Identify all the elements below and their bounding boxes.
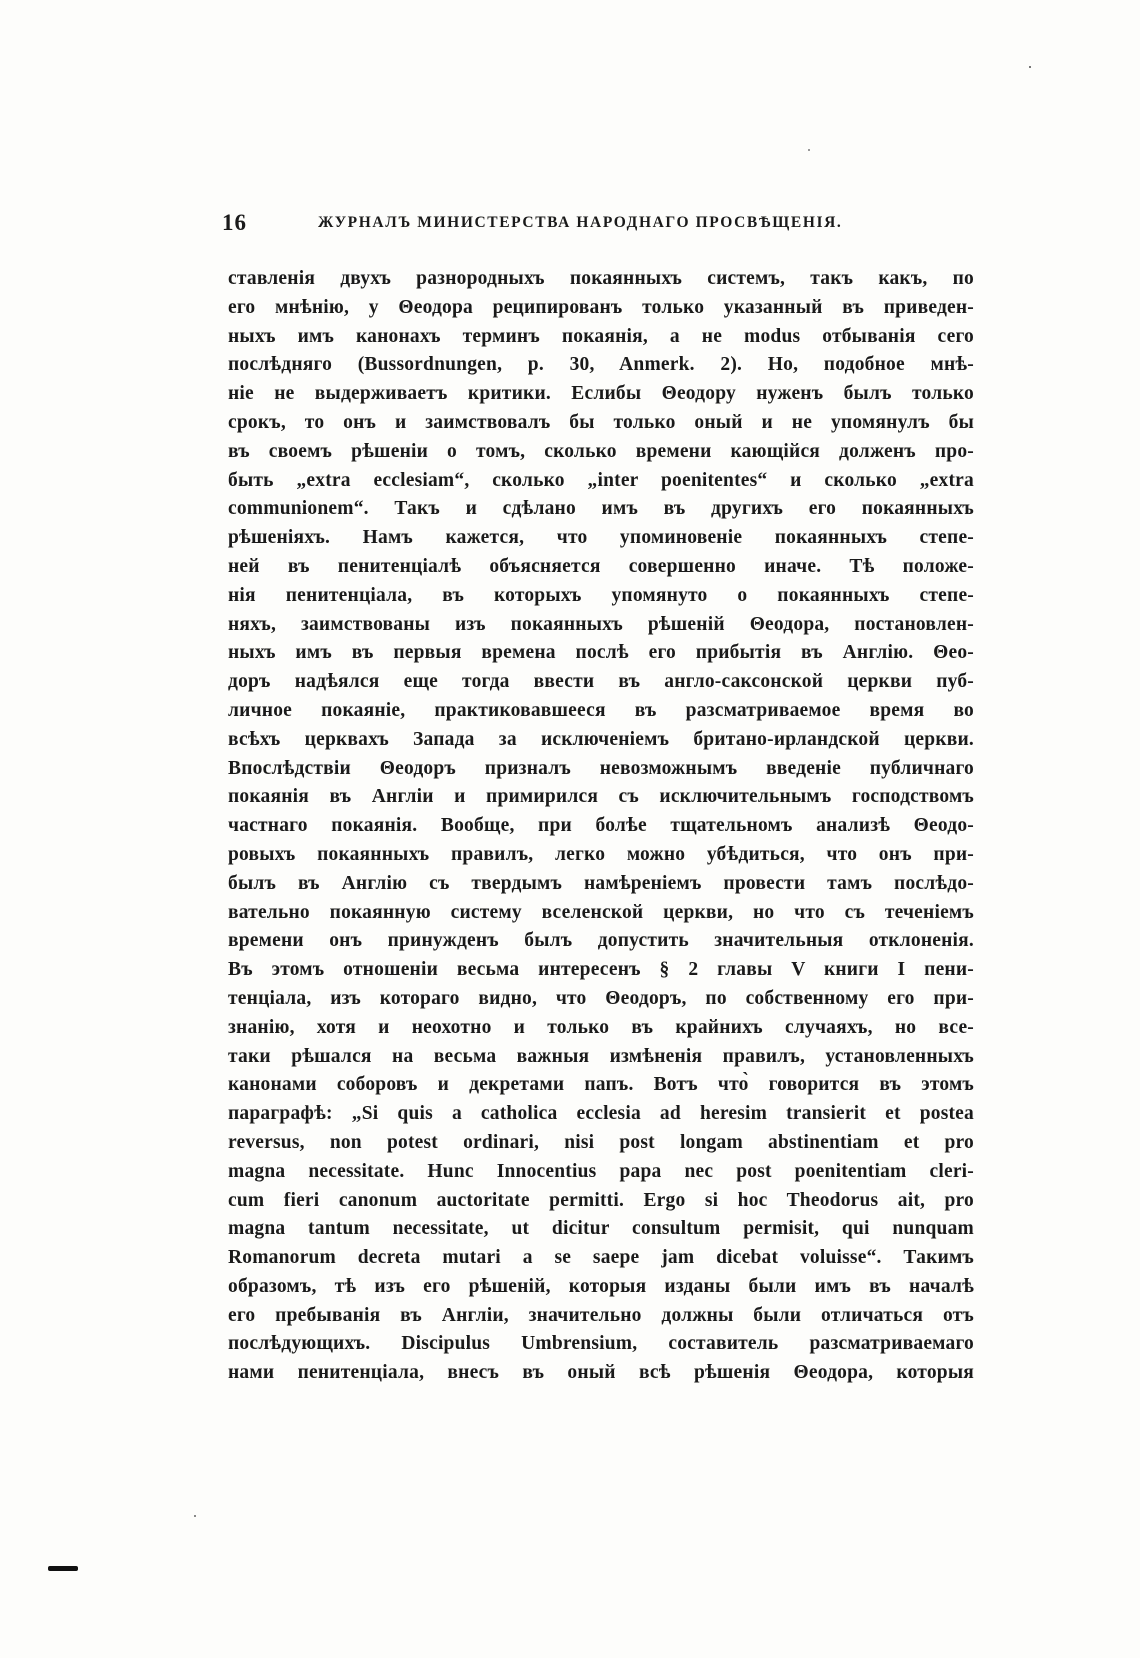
text-line: въ своемъ рѣшеніи о томъ, сколько времени кающійся долженъ про- (228, 440, 974, 462)
text-line: рѣшеніяхъ. Намъ кажется, что упоминовеніе покаянныхъ степе- (228, 527, 974, 549)
text-line: Въ этомъ отношеніи весьма интересенъ § 2 главы V книги I пени- (228, 959, 974, 981)
text-line: знанію, хотя и неохотно и только въ крайнихъ случаяхъ, но все- (228, 1016, 974, 1038)
speck (1029, 66, 1031, 68)
text-line: тенціала, изъ котораго видно, что Θеодоръ, по собственному его при- (228, 987, 974, 1009)
text-line: ныхъ имъ въ первыя времена послѣ его прибытія въ Англію. Θео- (228, 642, 974, 664)
text-line: личное покаяніе, практиковавшееся въ разсматриваемое время во (228, 699, 974, 721)
text-line: таки рѣшался на весьма важныя измѣненія правилъ, установленныхъ (228, 1045, 974, 1067)
text-line: послѣдующихъ. Discipulus Umbrensium, составитель разсматриваемаго (228, 1333, 974, 1355)
text-line: reversus, non potest ordinari, nisi post longam abstinentiam et pro (228, 1131, 974, 1153)
text-line: всѣхъ церквахъ Запада за исключеніемъ британо-ирландской церкви. (228, 728, 974, 750)
text-line: magna necessitate. Hunc Innocentius papa nec post poenitentiam cleri- (228, 1160, 974, 1182)
margin-mark (48, 1566, 78, 1571)
text-line: ставленія двухъ разнородныхъ покаянныхъ системъ, такъ какъ, по (228, 268, 974, 289)
text-line: покаянія въ Англіи и примирился съ исключительнымъ господствомъ (228, 786, 974, 808)
text-line: послѣдняго (Bussordnungen, p. 30, Anmerk. 2). Но, подобное мнѣ- (228, 354, 974, 376)
text-line: доръ надѣялся еще тогда ввести въ англо-саксонской церкви пуб- (228, 671, 974, 693)
text-line: Romanorum decreta mutari a se saepe jam dicebat voluisse“. Такимъ (228, 1247, 974, 1269)
text-line: ніе не выдерживаетъ критики. Еслибы Θеодору нуженъ былъ только (228, 383, 974, 405)
text-line: cum fieri canonum auctoritate permitti. Ergo si hoc Theodorus ait, pro (228, 1189, 974, 1211)
text-line: быть „extra ecclesiam“, сколько „inter poenitentes“ и сколько „extra (228, 469, 974, 491)
page-number: 16 (222, 210, 247, 235)
body-text (228, 265, 974, 1388)
text-line: ней въ пенитенціалѣ объясняется совершенно иначе. Тѣ положе- (228, 555, 974, 577)
page-header (222, 210, 974, 240)
text-line: былъ въ Англію съ твердымъ намѣреніемъ провести тамъ послѣдо- (228, 872, 974, 894)
text-line: magna tantum necessitate, ut dicitur consultum permisit, qui nunquam (228, 1218, 974, 1240)
text-line: нами пенитенціала, внесъ въ оный всѣ рѣшенія Θеодора, которыя (228, 1362, 974, 1384)
text-line: ныхъ имъ канонахъ терминъ покаянія, а не modus отбыванія сего (228, 325, 974, 347)
text-line: вательно покаянную систему вселенской церкви, но что съ теченіемъ (228, 901, 974, 923)
text-line: няхъ, заимствованы изъ покаянныхъ рѣшеній Θеодора, постановлен- (228, 613, 974, 635)
text-line: образомъ, тѣ изъ его рѣшеній, которыя изданы были имъ въ началѣ (228, 1275, 974, 1297)
running-head: ЖУРНАЛЪ МИНИСТЕРСТВА НАРОДНАГО ПРОСВѢЩЕНІЯ. (318, 214, 843, 231)
text-line: communionem“. Такъ и сдѣлано имъ въ другихъ его покаянныхъ (228, 498, 974, 520)
text-line: его пребыванія въ Англіи, значительно должны были отличаться отъ (228, 1304, 974, 1326)
text-line: Впослѣдствіи Θеодоръ призналъ невозможнымъ введеніе публичнаго (228, 757, 974, 779)
text-line: параграфѣ: „Si quis a catholica ecclesia ad heresim transierit et postea (228, 1103, 974, 1125)
text-line: срокъ, то онъ и заимствовалъ бы только оный и не упомянулъ бы (228, 411, 974, 433)
text-line: нія пенитенціала, въ которыхъ упомянуто о покаянныхъ степе- (228, 584, 974, 606)
speck (808, 149, 810, 151)
speck (194, 1515, 196, 1517)
text-line: времени онъ принужденъ былъ допустить значительныя отклоненія. (228, 930, 974, 952)
text-line: частнаго покаянія. Вообще, при болѣе тщательномъ анализѣ Θеодо- (228, 815, 974, 837)
text-line: его мнѣнію, у Θеодора реципированъ только указанный въ приведен- (228, 296, 974, 318)
text-line: ровыхъ покаянныхъ правилъ, легко можно убѣдиться, что онъ при- (228, 843, 974, 865)
text-line: канонами соборовъ и декретами папъ. Вотъ что̀ говорится въ этомъ (228, 1074, 974, 1096)
